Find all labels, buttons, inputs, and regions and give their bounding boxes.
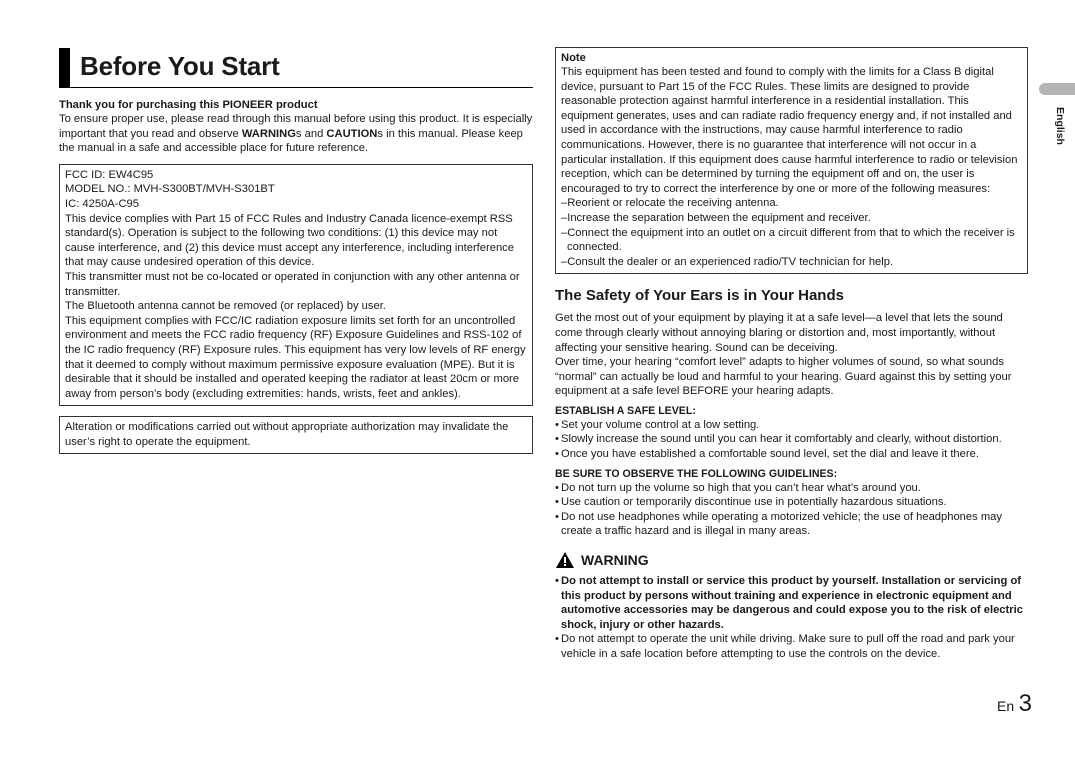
page-title-block [59,47,533,88]
warning-triangle-icon [555,551,575,569]
left-column [59,47,533,454]
language-label: English [1054,107,1066,145]
language-tab [1039,83,1075,95]
list-item: • Once you have established a comfortable sound level, set the dial and leave it there. [555,447,1028,462]
note-measure: –Increase the separation between the equipment and receiver. [561,211,871,224]
intro-heading: Thank you for purchasing this PIONEER product [59,99,318,111]
guidelines-heading: BE SURE TO OBSERVE THE FOLLOWING GUIDELINES: [555,467,838,480]
list-item: • Set your volume control at a low setting. [555,418,1028,433]
list-item: • Use caution or temporarily discontinue use in potentially hazardous situations. [555,495,1028,510]
list-item: • Slowly increase the sound until you can hear it comfortably and clearly, without distortion. [555,432,1028,447]
note-measure: –Reorient or relocate the receiving antenna. [561,197,779,210]
transmitter-text: This transmitter must not be co-located or operated in conjunction with any other antenna or transmitter. [65,270,520,298]
warning-list [555,574,1028,662]
page-number [997,690,1032,718]
warning-label: WARNING [581,552,649,569]
list-item: • Do not turn up the volume so high that you can’t hear what’s around you. [555,481,1028,496]
safety-heading: The Safety of Your Ears is in Your Hands [555,287,844,305]
right-column [555,47,1028,662]
safety-paragraph-1: Get the most out of your equipment by playing it at a safe level—a level that lets the sound come through clearly without annoying blaring or distortion and, most importantly, without affecting your sensitive hearing. Sound can be deceiving. [555,312,1003,354]
rf-exposure-text: This equipment complies with FCC/IC radiation exposure limits set forth for an uncontrolled environment and meets the FCC radio frequency (RF) Exposure Guidelines and RSS-102 of the IC radio frequency (RF) Exposure rules. This equipment has very low levels of RF energy that it deemed to comply without maximum permissive exposure evaluation (MPE). But it is desirable that it should be installed and operated keeping the radiator at least 20cm or more away from person’s body (excluding extremities: hands, wrists, feet and ankles). [65,314,526,400]
note-title: Note [561,52,586,64]
alteration-text: Alteration or modifications carried out without appropriate authorization may invalidate the user’s right to operate the equipment. [65,421,509,448]
establish-list [555,418,1028,462]
bluetooth-antenna-text: The Bluetooth antenna cannot be removed (or replaced) by user. [65,300,386,313]
intro-text: To ensure proper use, please read through this manual before using this product. It is especially important that you read and observe WARNINGs and CAUTIONs in this manual. Please keep the manual in a safe and accessible place for future reference. [59,113,533,155]
title-bar-accent [59,48,70,87]
page-digit: 3 [1018,690,1032,717]
ic-number: IC: 4250A-C95 [65,197,140,210]
alteration-box [59,416,533,454]
safety-paragraph-2: Over time, your hearing “comfort level” adapts to higher volumes of sound, so what sounds “normal” can actually be loud and harmful to your hearing. Guard against this by setting your equipment at a safe level BEFORE your hearing adapts. [555,356,1012,398]
page-prefix: En [997,698,1015,714]
fcc-info-box [59,164,533,407]
page-title: Before You Start [80,51,280,81]
note-text: This equipment has been tested and found to comply with the limits for a Class B digital device, pursuant to Part 15 of the FCC Rules. These limits are designed to provide reasonable protection against harmful interference in a residential installation. This equipment generates, uses and can radiate radio frequency energy and, if not installed and used in accordance with the instructions, may cause harmful interference to radio communications. However, there is no guarantee that interference will not occur in a particular installation. If this equipment does cause harmful interference to radio or television reception, which can be determined by turning the equipment off and on, the user is encouraged to try to correct the interference by one or more of the following measures: [561,66,1018,195]
compliance-text: This device complies with Part 15 of FCC Rules and Industry Canada licence-exempt RSS standard(s). Operation is subject to the following two conditions: (1) this device may not cause interference, and (2) this device must accept any interference, including interference that may cause undesired operation of this device. [65,212,514,269]
list-item: • Do not attempt to install or service this product by yourself. Installation or servicing of this product by persons without training and experience in electronic equipment and automotive accessories may be dangerous and could expose you to the risk of electric shock, injury or other hazards. [555,574,1028,632]
note-measure: –Consult the dealer or an experienced radio/TV technician for help. [561,255,894,268]
list-item: • Do not attempt to operate the unit while driving. Make sure to pull off the road and park your vehicle in a safe location before attempting to use the controls on the device. [555,632,1028,661]
establish-heading: ESTABLISH A SAFE LEVEL: [555,404,696,417]
warning-header [555,551,1028,569]
note-box [555,47,1028,274]
fcc-id: FCC ID: EW4C95 [65,168,154,181]
guidelines-list [555,481,1028,539]
list-item: • Do not use headphones while operating a motorized vehicle; the use of headphones may create a traffic hazard and is illegal in many areas. [555,510,1028,539]
model-number: MODEL NO.: MVH-S300BT/MVH-S301BT [65,183,275,196]
note-measure: –Connect the equipment into an outlet on a circuit different from that to which the receiver is connected. [561,226,1015,254]
